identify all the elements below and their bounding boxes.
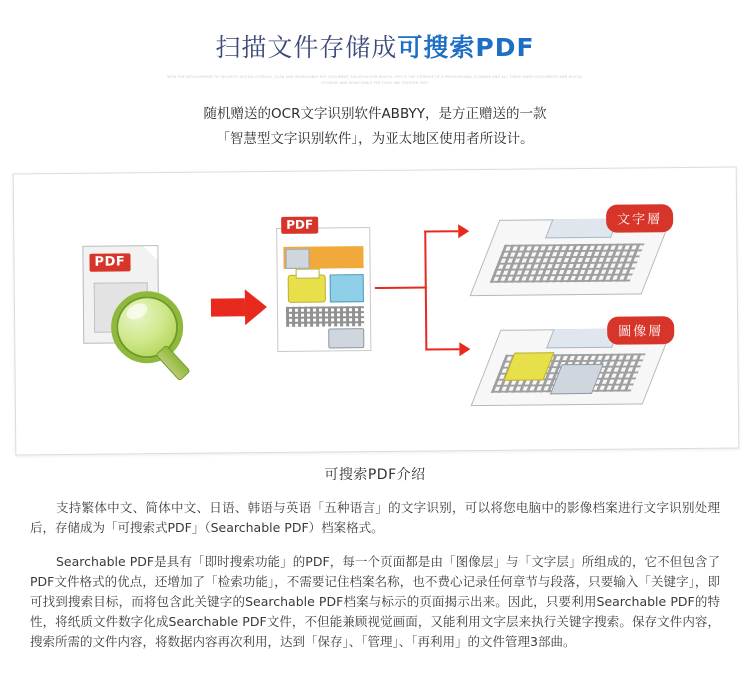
connector-line-h1 [375, 286, 427, 288]
illustration-panel-wrap [0, 170, 750, 460]
tag-text-layer: 文字層 [606, 204, 673, 233]
arrow-to-text-layer-icon [458, 224, 469, 238]
paragraph-2: Searchable PDF是具有「即时搜索功能」的PDF，每一个页面都是由「图像层」与「文字层」所组成的，它不但包含了PDF文件格式的优点，还增加了「检索功能」，不需要记住档案名称，也不费心记录任何章节与段落，只要输入「关键字」，即可找到搜索目标，而将包含此关键字的Searchable PDF档案与标示的页面揭示出来。因此，只要利用Searchable PDF的特性，将纸质文件数字化成Searchable PDF文件，不但能兼顾视觉画面，又能利用文字层来执行关键字搜索。保存文件内容，搜索所需的文件内容，将数据内容再次利用，达到「保存」、「管理」、「再利用」的文件管理3部曲。 [30, 553, 720, 649]
illustration-panel [13, 166, 740, 455]
camera-icon [328, 328, 364, 348]
arrow-right-icon [211, 298, 245, 316]
body-content [30, 498, 720, 652]
header [0, 0, 750, 152]
text-layer-lines [490, 243, 645, 282]
paragraph-1: 支持繁体中文、简体中文、日语、韩语与英语「五种语言」的文字识别，可以将您电脑中的影像档案进行文字识别处理后，存储成为「可搜索式PDF」（Searchable PDF）档案格式。 [30, 499, 720, 535]
pdf-badge-source: PDF [89, 253, 130, 271]
decorative-microtext: WITH THE DEVELOPMENT OF SECURITY DIGITAL STORAGE, SCAN AND SEARCHABLE PDF DOCUMENT SOLUTION FOR DIGITAL OFFICE THE STORAGE OF A PROFESSIONAL SCANNER AND ALL THREE PAPER DOCUMENTS AND DIGITAL STORAGE AND SEARCHABLE PDF FILES ARE CREATED FAST [167, 74, 583, 85]
page-corner-icon [143, 246, 157, 260]
connector-line-h3 [425, 348, 459, 350]
tag-image-layer: 圖像層 [607, 316, 674, 345]
photo-thumb-icon [330, 274, 364, 302]
subtitle [95, 102, 655, 152]
pdf-badge-scanned: PDF [281, 216, 318, 233]
subtitle-line-1: 随机赠送的OCR文字识别软件ABBYY，是方正赠送的一款 [203, 105, 547, 122]
page-title-accent: 可搜索PDF [397, 33, 535, 62]
subtitle-line-2: 「智慧型文字识别软件」，为亚太地区使用者所设计。 [216, 130, 534, 147]
doc-text-block [286, 306, 364, 327]
scanned-pdf-document [276, 217, 371, 352]
section-title: 可搜索PDF介绍 [324, 466, 426, 483]
doc-header-strip [283, 246, 363, 269]
doc-header-thumb [285, 248, 309, 268]
page-title-plain: 扫描文件存储成 [215, 33, 398, 62]
printer-icon [288, 274, 326, 302]
connector-line-h2 [424, 230, 458, 232]
magnifier-glare [124, 300, 150, 322]
page-title [0, 34, 750, 62]
arrow-to-image-layer-icon [459, 342, 470, 356]
connector-line-v [424, 230, 427, 350]
